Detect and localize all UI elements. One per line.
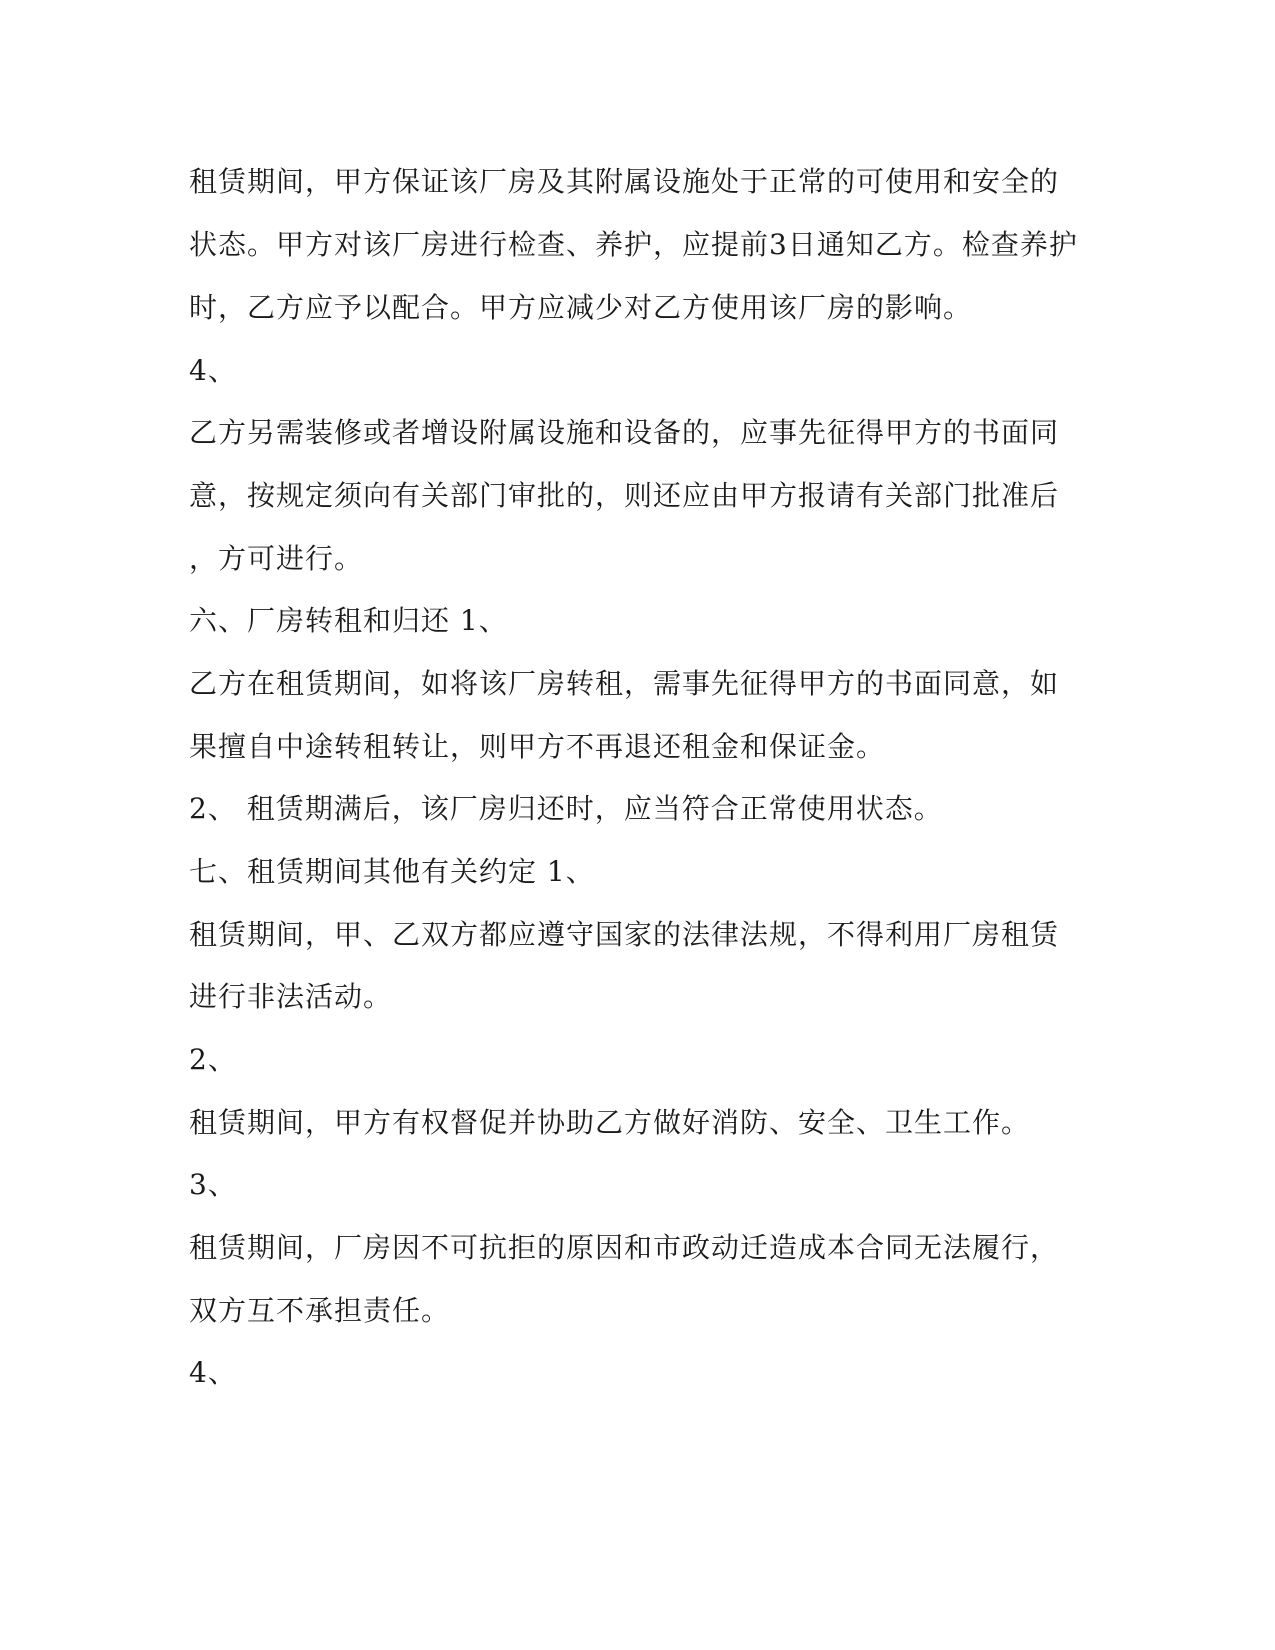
- text-line: 进行非法活动。: [189, 980, 393, 1013]
- text-line: 租赁期间，甲方有权督促并协助乙方做好消防、安全、卫生工作。: [189, 1106, 1031, 1139]
- section-number: 2、: [189, 1043, 237, 1076]
- text-line: 双方互不承担责任。: [189, 1294, 451, 1327]
- section-heading: 六、厂房转租和归还 1、: [189, 604, 508, 637]
- text-line: 租赁期间，甲、乙双方都应遵守国家的法律法规，不得利用厂房租赁: [189, 918, 1060, 951]
- text-line: 乙方在租赁期间，如将该厂房转租，需事先征得甲方的书面同意，如: [189, 667, 1060, 700]
- section-number: 4、: [189, 354, 237, 387]
- text-line: 租赁期间，厂房因不可抗拒的原因和市政动迁造成本合同无法履行，: [189, 1231, 1060, 1264]
- section-number: 3、: [189, 1168, 237, 1201]
- text-line: 果擅自中途转租转让，则甲方不再退还租金和保证金。: [189, 730, 886, 763]
- text-line: ，方可进行。: [189, 542, 364, 575]
- text-line: 意，按规定须向有关部门审批的，则还应由甲方报请有关部门批准后: [189, 479, 1060, 512]
- text-line: 2、 租赁期满后，该厂房归还时，应当符合正常使用状态。: [189, 792, 943, 825]
- text-line: 乙方另需装修或者增设附属设施和设备的，应事先征得甲方的书面同: [189, 416, 1060, 449]
- section-number: 4、: [189, 1356, 237, 1389]
- text-line: 状态。甲方对该厂房进行检查、养护，应提前3日通知乙方。检查养护: [189, 228, 1078, 261]
- section-heading: 七、租赁期间其他有关约定 1、: [189, 855, 595, 888]
- text-line: 时，乙方应予以配合。甲方应减少对乙方使用该厂房的影响。: [189, 291, 973, 324]
- text-line: 租赁期间，甲方保证该厂房及其附属设施处于正常的可使用和安全的: [189, 165, 1060, 198]
